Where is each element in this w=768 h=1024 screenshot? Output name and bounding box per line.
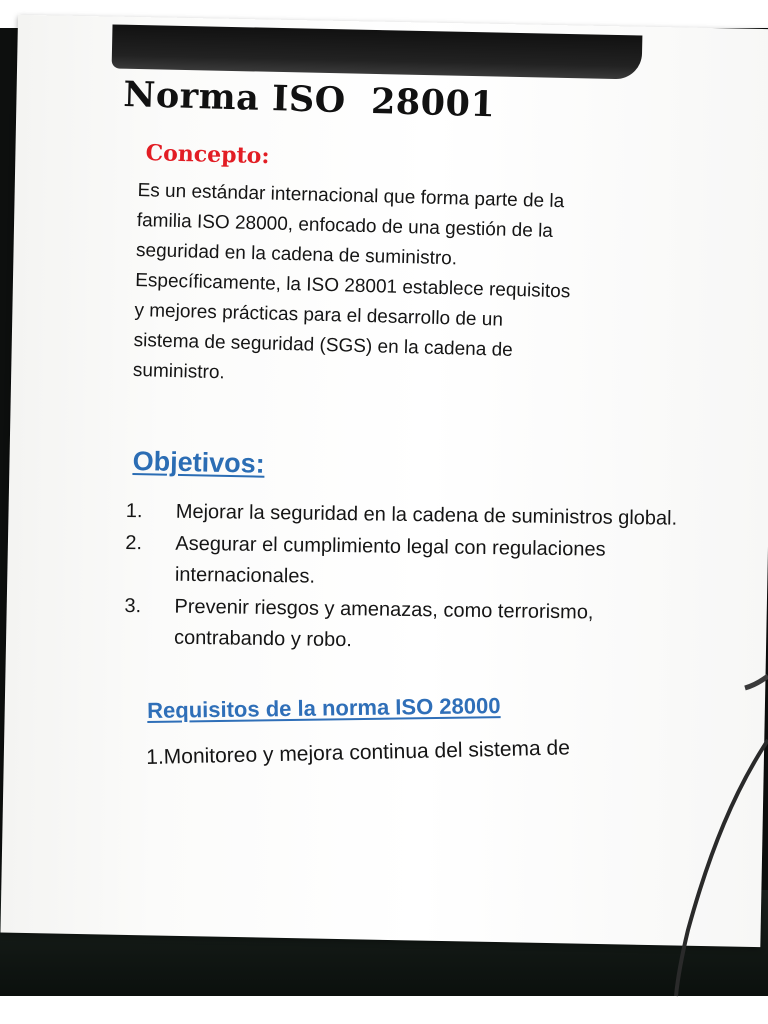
list-item <box>125 528 686 598</box>
concept-paragraph <box>133 176 678 400</box>
concept-line: y mejores prácticas para el desarrollo de un <box>134 299 504 331</box>
list-text: Prevenir riesgos y amenazas, como terrorismo, contrabando y robo. <box>173 595 594 652</box>
list-text: Asegurar el cumplimiento legal con regulaciones internacionales. <box>174 532 606 588</box>
objectives-list <box>124 496 686 662</box>
objectives-heading: Objetivos: <box>132 446 266 479</box>
document-title: Norma ISO 28001 <box>122 74 496 126</box>
list-number: 2. <box>125 531 143 555</box>
concept-line: seguridad en la cadena de suministro. <box>135 239 458 270</box>
concept-line: sistema de seguridad (SGS) en la cadena de <box>133 329 514 361</box>
requirements-heading: Requisitos de la norma ISO 28000 <box>147 693 501 723</box>
list-item <box>124 591 685 661</box>
concept-line: Es un estándar internacional que forma parte de la <box>137 179 565 213</box>
requirements-item: 1.Monitoreo y mejora continua del sistema de <box>146 736 571 769</box>
concept-line: Específicamente, la ISO 28001 establece requisitos <box>134 269 571 303</box>
list-number: 3. <box>124 594 142 618</box>
list-text: Mejorar la seguridad en la cadena de suministros global. <box>175 500 678 530</box>
list-number: 1. <box>125 499 143 523</box>
concept-line: familia ISO 28000, enfocado de una gestión de la <box>136 209 554 242</box>
concept-line: suministro. <box>132 359 226 384</box>
concept-heading: Concepto: <box>145 140 270 170</box>
